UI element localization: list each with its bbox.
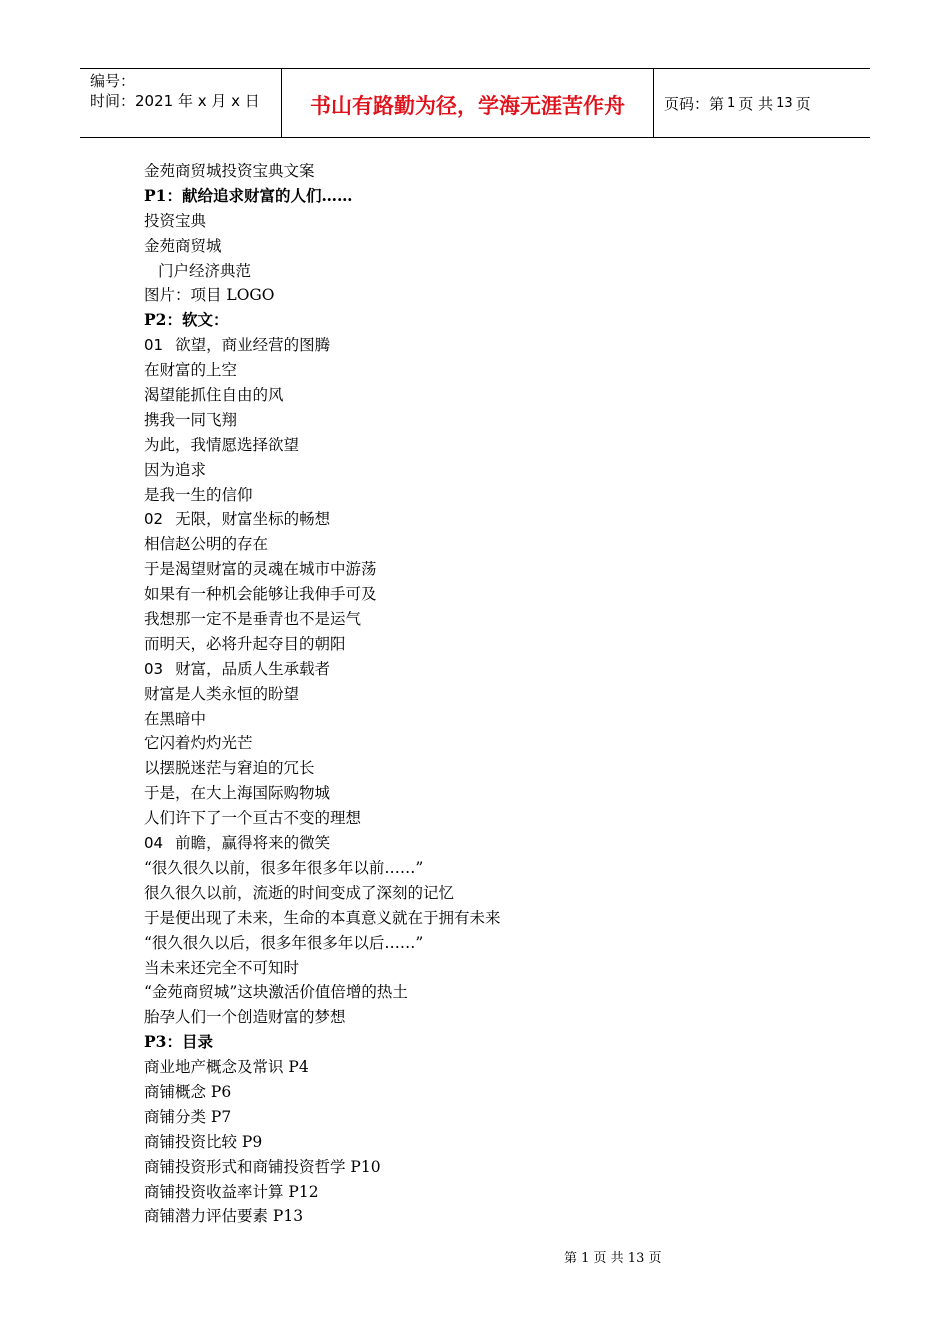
page-current: 1 [727,95,736,111]
line-text: 当未来还完全不可知时 [144,958,300,977]
text-line [144,532,844,557]
section-heading [144,1030,844,1055]
text-line [144,831,844,856]
line-text: 金苑商贸城 [144,236,222,255]
page-total: 13 [776,95,793,111]
line-text: 很久很久以前，流逝的时间变成了深刻的记忆 [144,883,455,902]
line-text: 商业地产概念及常识 P4 [144,1058,309,1077]
text-line [144,1055,844,1080]
header-motto: 书山有路勤为径，学海无涯苦作舟 [282,69,654,137]
text-line [144,956,844,981]
line-text: 图片：项目 LOGO [144,286,275,305]
line-text: 投资宝典 [144,211,207,230]
page-mid: 页 共 [738,94,774,113]
text-line [144,756,844,781]
section-number: 01 [144,336,164,355]
line-text: P3：目录 [144,1032,213,1052]
text-line [144,1204,844,1229]
text-line [144,209,844,234]
line-text: 商铺投资形式和商铺投资哲学 P10 [144,1157,381,1176]
page-prefix: 页码：第 [664,94,725,113]
section-number: 02 [144,510,164,529]
text-line [144,1080,844,1105]
text-line [144,333,844,358]
page-suffix: 页 [795,94,811,113]
text-line [144,1105,844,1130]
text-line [144,980,844,1005]
text-line [144,906,844,931]
header-meta [80,69,282,137]
text-line [144,1130,844,1155]
line-text: 无限，财富坐标的畅想 [175,510,331,529]
line-text: 商铺概念 P6 [144,1082,232,1101]
line-text: 财富，品质人生承载者 [175,659,331,678]
line-text: 它闪着灼灼光芒 [144,734,253,753]
line-text: 在黑暗中 [144,709,207,728]
line-text: 财富是人类永恒的盼望 [144,684,300,703]
line-text: “很久很久以前，很多年很多年以前……” [144,858,424,877]
line-text: 因为追求 [144,460,207,479]
text-line [144,682,844,707]
text-line [144,557,844,582]
line-text: 商铺投资收益率计算 P12 [144,1182,319,1201]
document-body [144,159,844,1229]
document-number-label: 编号： [90,72,136,90]
text-line [144,582,844,607]
section-number: 03 [144,659,164,678]
text-line [144,856,844,881]
text-line [144,1005,844,1030]
text-line [144,358,844,383]
text-line [144,607,844,632]
text-line [144,507,844,532]
line-text: 于是便出现了未来，生命的本真意义就在于拥有未来 [144,908,501,927]
page-header [80,68,870,138]
text-line [144,259,844,284]
text-line [144,159,844,184]
document-date: 时间：2021 年 x 月 x 日 [90,92,260,110]
line-text: 于是渴望财富的灵魂在城市中游荡 [144,560,377,579]
text-line [144,234,844,259]
line-text: 于是，在大上海国际购物城 [144,784,331,803]
line-text: 为此，我情愿选择欲望 [144,435,300,454]
line-text: 在财富的上空 [144,361,238,380]
text-line [144,806,844,831]
section-heading [144,184,844,209]
section-heading [144,308,844,333]
line-text: 金苑商贸城投资宝典文案 [144,162,315,180]
line-text: 以摆脱迷茫与窘迫的冗长 [144,759,315,778]
line-text: 相信赵公明的存在 [144,535,269,554]
text-line [144,283,844,308]
header-page-indicator [654,69,870,137]
line-text: 人们许下了一个亘古不变的理想 [144,809,362,828]
text-line [144,731,844,756]
footer-page-number: 第 1 页 共 13 页 [564,1251,662,1266]
line-text: 前瞻，赢得将来的微笑 [175,834,331,853]
line-text: 商铺分类 P7 [144,1107,232,1126]
text-line [144,383,844,408]
text-line [144,632,844,657]
text-line [144,433,844,458]
line-text: 如果有一种机会能够让我伸手可及 [144,585,377,604]
line-text: P2：软文： [144,310,229,330]
line-text: 胎孕人们一个创造财富的梦想 [144,1008,346,1027]
line-text: 而明天，必将升起夺目的朝阳 [144,634,346,653]
line-text: “金苑商贸城”这块激活价值倍增的热土 [144,983,408,1002]
line-text: “很久很久以后，很多年很多年以后……” [144,933,424,952]
line-text: 渴望能抓住自由的风 [144,386,284,405]
text-line [144,1180,844,1205]
line-text: 我想那一定不是垂青也不是运气 [144,610,362,629]
text-line [144,483,844,508]
line-text: 商铺潜力评估要素 P13 [144,1207,304,1226]
text-line [144,931,844,956]
text-line [144,408,844,433]
text-line [144,657,844,682]
section-number: 04 [144,834,164,853]
line-text: P1：献给追求财富的人们…… [144,185,353,205]
line-text: 门户经济典范 [158,261,252,280]
line-text: 携我一同飞翔 [144,410,238,429]
text-line [144,707,844,732]
text-line [144,781,844,806]
text-line [144,458,844,483]
text-line [144,1155,844,1180]
text-line [144,881,844,906]
line-text: 是我一生的信仰 [144,485,253,504]
line-text: 商铺投资比较 P9 [144,1132,263,1151]
line-text: 欲望，商业经营的图腾 [175,336,331,355]
